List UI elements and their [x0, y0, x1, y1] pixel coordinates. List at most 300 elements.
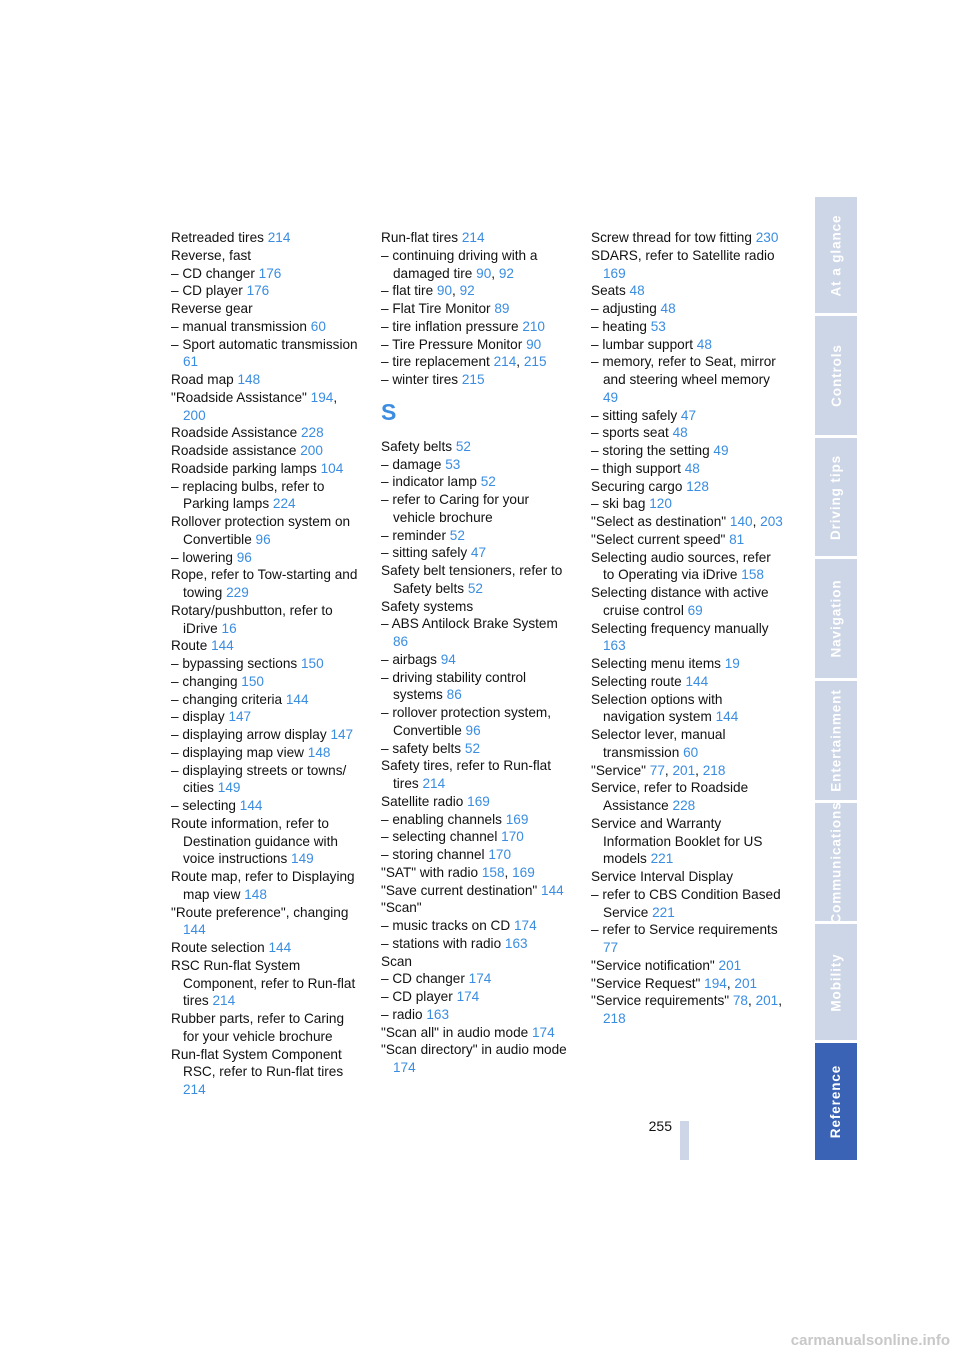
- index-entry: [171, 389, 363, 425]
- page-reference-link[interactable]: 81: [729, 531, 745, 547]
- index-entry: [381, 740, 573, 758]
- index-term: – displaying map view: [171, 744, 304, 760]
- page-reference-link[interactable]: 48: [696, 336, 712, 352]
- chapter-tab-driving-tips[interactable]: [815, 438, 857, 556]
- index-entry: [591, 424, 785, 442]
- index-entry: [591, 229, 785, 247]
- index-entry: [591, 620, 785, 656]
- index-term: – replacing bulbs, refer to Parking lamps: [171, 478, 325, 512]
- index-entry: [381, 917, 573, 935]
- index-term: Seats: [591, 283, 626, 299]
- page-reference-link[interactable]: 144: [541, 882, 564, 898]
- index-entry: [381, 651, 573, 669]
- index-column-2: [381, 229, 573, 1077]
- index-term: Roadside Assistance: [171, 425, 298, 441]
- index-entry: [171, 478, 363, 514]
- index-term: – ABS Antilock Brake System: [381, 616, 558, 632]
- page-reference-link[interactable]: 214: [267, 230, 291, 245]
- index-entry: [591, 460, 785, 478]
- index-entry: [591, 691, 785, 727]
- index-entry: [591, 868, 785, 886]
- page-reference-link[interactable]: 89: [494, 301, 510, 316]
- index-term: Safety belts: [381, 438, 453, 454]
- page-ref-separator: ,: [748, 993, 752, 1009]
- index-term: – CD player: [171, 283, 243, 299]
- index-entry: [381, 247, 573, 283]
- page-reference-link[interactable]: 96: [236, 549, 252, 565]
- index-entry: [591, 531, 785, 549]
- page-reference-link[interactable]: 48: [684, 460, 700, 476]
- page-reference-link[interactable]: 144: [268, 940, 292, 955]
- index-term: Selection options with navigation system: [591, 691, 723, 725]
- index-term: – changing criteria: [171, 691, 283, 707]
- index-entry: [381, 882, 573, 900]
- page-reference-link[interactable]: 194: [704, 975, 727, 991]
- index-entry: [591, 673, 785, 691]
- index-term: "Route preference", changing: [171, 904, 349, 920]
- page-reference-link[interactable]: 47: [680, 407, 697, 423]
- index-entry: [591, 495, 785, 513]
- index-term: – Tire Pressure Monitor: [381, 336, 523, 352]
- page-reference-link[interactable]: 144: [239, 798, 263, 813]
- page-reference-link[interactable]: 90: [436, 283, 453, 299]
- chapter-tab-reference[interactable]: [815, 1043, 857, 1160]
- index-term: Satellite radio: [381, 793, 464, 809]
- page-reference-link[interactable]: 60: [310, 318, 326, 334]
- index-term: – selecting: [171, 798, 236, 813]
- page-reference-link[interactable]: 201: [672, 762, 696, 778]
- index-term: "Save current destination": [381, 882, 538, 898]
- index-term: – CD player: [381, 989, 453, 1004]
- page-reference-link[interactable]: 229: [226, 585, 249, 600]
- index-term: – reminder: [381, 527, 446, 543]
- index-entry: [591, 318, 785, 336]
- page-reference-link[interactable]: 221: [650, 851, 674, 867]
- chapter-tab-label: Communications: [828, 800, 844, 924]
- index-column-3: [591, 229, 785, 1028]
- index-term: – safety belts: [381, 740, 462, 756]
- chapter-tab-communications[interactable]: [815, 800, 857, 924]
- index-entry: [171, 691, 363, 709]
- index-term: – driving stability control systems: [381, 669, 527, 703]
- chapter-tab-label: Entertainment: [828, 689, 844, 792]
- page-reference-link[interactable]: 228: [672, 798, 696, 813]
- index-entry: [381, 562, 573, 598]
- index-entry: [171, 300, 363, 318]
- index-entry: [381, 318, 573, 336]
- page-reference-link[interactable]: 48: [672, 425, 688, 441]
- page-reference-link[interactable]: 214: [493, 354, 517, 370]
- chapter-tab-label: Navigation: [828, 579, 844, 658]
- page-reference-link[interactable]: 169: [603, 265, 626, 281]
- page-reference-link[interactable]: 170: [501, 829, 524, 845]
- index-entry: [381, 300, 573, 318]
- page-reference-link[interactable]: 144: [715, 709, 739, 725]
- index-entry: [591, 992, 785, 1028]
- index-entry: [381, 828, 573, 846]
- index-term: Rotary/pushbutton, refer to iDrive: [171, 602, 333, 636]
- index-entry: [171, 318, 363, 336]
- page-reference-link[interactable]: 150: [300, 656, 324, 671]
- page-reference-link[interactable]: 201: [755, 993, 779, 1009]
- page-ref-separator: ,: [778, 993, 783, 1009]
- page-reference-link[interactable]: 194: [310, 389, 334, 405]
- index-term: Safety belt tensioners, refer to Safety belts: [381, 563, 563, 596]
- page-reference-link[interactable]: 174: [393, 1060, 416, 1075]
- page-reference-link[interactable]: 16: [221, 620, 237, 636]
- index-term: Securing cargo: [591, 478, 683, 494]
- index-term: "Roadside Assistance": [171, 389, 307, 405]
- index-term: – damage: [381, 456, 442, 472]
- index-term: – refer to Caring for your vehicle brochure: [381, 492, 530, 525]
- page-reference-link[interactable]: 215: [523, 354, 547, 370]
- index-entry: [171, 549, 363, 567]
- index-entry: [591, 975, 785, 993]
- page-reference-link[interactable]: 218: [603, 1011, 626, 1026]
- page-reference-link[interactable]: 174: [531, 1024, 555, 1040]
- index-term: – winter tires: [381, 372, 459, 387]
- index-term: – refer to CBS Condition Based Service: [591, 886, 781, 920]
- index-entry: [381, 491, 573, 527]
- index-term: – refer to Service requirements: [591, 922, 778, 938]
- index-term: Screw thread for tow fitting: [591, 230, 752, 245]
- index-term: Safety tires, refer to Run-flat tires: [381, 758, 551, 791]
- chapter-tab-entertainment[interactable]: [815, 681, 857, 800]
- chapter-tab-label: Controls: [828, 344, 844, 407]
- page-reference-link[interactable]: 144: [285, 691, 309, 707]
- index-term: "Service requirements": [591, 993, 730, 1009]
- page-reference-link[interactable]: 69: [687, 602, 703, 618]
- page-reference-link[interactable]: 96: [465, 722, 481, 738]
- index-entry: [591, 282, 785, 300]
- index-term: Selecting distance with active cruise control: [591, 585, 769, 618]
- page-reference-link[interactable]: 144: [211, 638, 234, 654]
- index-entry: [171, 726, 363, 744]
- page-reference-link[interactable]: 169: [467, 793, 490, 809]
- index-term: – manual transmission: [171, 318, 307, 334]
- index-entry: [171, 939, 363, 957]
- index-entry: [381, 282, 573, 300]
- index-term: Road map: [171, 372, 234, 387]
- page-reference-link[interactable]: 215: [461, 372, 485, 387]
- index-term: Service Interval Display: [591, 869, 734, 884]
- chapter-tab-label: Reference: [828, 1064, 844, 1139]
- page-reference-link[interactable]: 214: [422, 776, 446, 791]
- index-term: – memory, refer to Seat, mirror and steering wheel memory: [591, 354, 776, 387]
- index-entry: [381, 935, 573, 953]
- index-term: Service, refer to Roadside Assistance: [591, 780, 749, 813]
- page-reference-link[interactable]: 104: [320, 460, 344, 476]
- index-term: Run-flat tires: [381, 230, 459, 245]
- index-term: "Service Request": [591, 975, 701, 991]
- index-entry: [381, 669, 573, 705]
- index-entry: [381, 371, 573, 389]
- page-reference-link[interactable]: 90: [476, 265, 492, 281]
- index-entry: [591, 779, 785, 815]
- index-entry: [591, 442, 785, 460]
- page-reference-link[interactable]: 52: [449, 527, 465, 543]
- index-entry: [591, 921, 785, 957]
- index-entry: [171, 673, 363, 691]
- index-term: Route map, refer to Displaying map view: [171, 869, 355, 902]
- page-reference-link[interactable]: 144: [183, 922, 206, 938]
- index-entry: [381, 899, 573, 917]
- page-reference-link[interactable]: 228: [300, 425, 324, 441]
- page-reference-link[interactable]: 78: [732, 993, 748, 1009]
- page-reference-link[interactable]: 52: [467, 580, 483, 596]
- page-reference-link[interactable]: 169: [505, 811, 529, 827]
- page-reference-link[interactable]: 170: [488, 847, 512, 862]
- page-reference-link[interactable]: 94: [440, 651, 456, 667]
- index-entry: [171, 229, 363, 247]
- index-entry: [381, 757, 573, 793]
- page-reference-link[interactable]: 174: [513, 918, 537, 933]
- index-term: – display: [171, 709, 225, 725]
- page-reference-link[interactable]: 149: [217, 780, 241, 796]
- section-letter-heading: S: [381, 398, 397, 425]
- index-term: – displaying streets or towns/ cities: [171, 762, 347, 796]
- page-reference-link[interactable]: 147: [228, 709, 252, 725]
- index-term: Selecting audio sources, refer to Operating via iDrive: [591, 549, 771, 583]
- index-term: – flat tire: [381, 283, 434, 299]
- chapter-tab-controls[interactable]: [815, 316, 857, 435]
- page-reference-link[interactable]: 48: [629, 283, 645, 299]
- index-entry: [171, 797, 363, 815]
- page-ref-separator: ,: [491, 265, 496, 281]
- page-reference-link[interactable]: 90: [526, 336, 542, 352]
- index-entry: [171, 708, 363, 726]
- page-reference-link[interactable]: 214: [461, 230, 485, 245]
- index-term: – sitting safely: [381, 545, 468, 561]
- chapter-tab-mobility[interactable]: [815, 924, 857, 1040]
- page-ref-separator: ,: [452, 283, 456, 299]
- page-reference-link[interactable]: 221: [652, 904, 675, 920]
- page-reference-link[interactable]: 147: [330, 727, 354, 742]
- index-entry: [381, 846, 573, 864]
- page-reference-link[interactable]: 53: [445, 456, 461, 472]
- page-reference-link[interactable]: 19: [724, 656, 740, 671]
- index-entry: [171, 744, 363, 762]
- page-reference-link[interactable]: 49: [713, 443, 729, 458]
- index-entry: [381, 598, 573, 616]
- index-term: "SAT" with radio: [381, 864, 479, 880]
- index-entry: [171, 460, 363, 478]
- index-entry: [171, 247, 363, 265]
- page-reference-link[interactable]: 200: [300, 443, 323, 458]
- page-reference-link[interactable]: 77: [603, 940, 619, 955]
- index-entry: [381, 1006, 573, 1024]
- page-reference-link[interactable]: 86: [393, 634, 409, 649]
- index-term: Route information, refer to Destination guidance with voice instructions: [171, 815, 338, 867]
- index-term: Service and Warranty Information Booklet for US models: [591, 815, 763, 867]
- index-entry: [171, 655, 363, 673]
- page-reference-link[interactable]: 52: [480, 474, 496, 490]
- page-reference-link[interactable]: 218: [702, 762, 726, 778]
- index-term: – heating: [591, 318, 647, 334]
- index-entry: [171, 265, 363, 283]
- page-reference-link[interactable]: 201: [734, 975, 758, 991]
- index-term: – continuing driving with a damaged tire: [381, 247, 538, 281]
- page-reference-link[interactable]: 176: [258, 265, 282, 281]
- page-reference-link[interactable]: 52: [455, 438, 471, 454]
- chapter-tab-navigation[interactable]: [815, 559, 857, 678]
- page-number-bar: [680, 1121, 689, 1160]
- chapter-tab-label: At a glance: [828, 214, 844, 296]
- index-term: – thigh support: [591, 460, 681, 476]
- page-ref-separator: ,: [726, 975, 731, 991]
- index-entry: [171, 336, 363, 372]
- page-reference-link[interactable]: 120: [649, 496, 672, 512]
- page-ref-separator: ,: [516, 354, 521, 370]
- chapter-tab-label: Mobility: [828, 952, 844, 1012]
- index-entry: [591, 655, 785, 673]
- page-ref-separator: ,: [752, 514, 757, 529]
- index-term: – tire replacement: [381, 354, 490, 370]
- index-entry: [171, 513, 363, 549]
- page-reference-link[interactable]: 163: [426, 1006, 450, 1022]
- index-entry: [171, 868, 363, 904]
- index-term: Rubber parts, refer to Caring for your vehicle brochure: [171, 1011, 345, 1044]
- page-reference-link[interactable]: 148: [307, 744, 331, 760]
- index-entry: [381, 229, 573, 247]
- index-entry: [171, 1010, 363, 1046]
- index-entry: [171, 957, 363, 1010]
- page-reference-link[interactable]: 210: [522, 318, 545, 334]
- index-term: – music tracks on CD: [381, 918, 511, 933]
- index-entry: [381, 527, 573, 545]
- index-entry: [591, 726, 785, 762]
- index-term: – lowering: [171, 549, 233, 565]
- page-ref-separator: ,: [664, 762, 669, 778]
- index-entry: [381, 438, 573, 456]
- index-term: Selecting menu items: [591, 656, 721, 671]
- index-entry: [591, 549, 785, 585]
- index-column-1: [171, 229, 363, 1099]
- index-term: Reverse, fast: [171, 247, 252, 263]
- page-reference-link[interactable]: 203: [760, 514, 783, 529]
- page-reference-link[interactable]: 86: [446, 687, 462, 703]
- page-reference-link[interactable]: 53: [650, 318, 666, 334]
- index-term: – enabling channels: [381, 811, 502, 827]
- index-entry: [171, 282, 363, 300]
- index-entry: [591, 513, 785, 531]
- page-reference-link[interactable]: 174: [468, 971, 492, 987]
- index-term: Selecting route: [591, 673, 682, 689]
- page-reference-link[interactable]: 128: [686, 478, 709, 494]
- index-term: Roadside parking lamps: [171, 460, 317, 476]
- page-reference-link[interactable]: 163: [603, 638, 626, 654]
- index-term: – storing channel: [381, 847, 485, 862]
- index-term: Run-flat System Component RSC, refer to Run-flat tires: [171, 1046, 344, 1080]
- index-term: "Service": [591, 762, 646, 778]
- index-entry: [171, 904, 363, 940]
- index-term: – selecting channel: [381, 829, 498, 845]
- index-entry: [381, 793, 573, 811]
- index-entry: [171, 602, 363, 638]
- index-term: – Sport automatic transmission: [171, 336, 358, 352]
- index-entry: [171, 566, 363, 602]
- page-reference-link[interactable]: 92: [498, 265, 514, 281]
- page-reference-link[interactable]: 96: [255, 531, 271, 547]
- page-reference-link[interactable]: 144: [685, 673, 709, 689]
- page-reference-link[interactable]: 47: [470, 545, 487, 561]
- index-entry: [381, 615, 573, 651]
- page-reference-link[interactable]: 48: [660, 301, 676, 316]
- page-reference-link[interactable]: 148: [244, 886, 267, 902]
- index-entry: [591, 584, 785, 620]
- page-reference-link[interactable]: 214: [212, 993, 236, 1009]
- page-reference-link[interactable]: 224: [272, 496, 296, 512]
- index-term: – sitting safely: [591, 407, 678, 423]
- page-reference-link[interactable]: 163: [504, 935, 528, 951]
- page-reference-link[interactable]: 60: [683, 744, 699, 760]
- page-reference-link[interactable]: 140: [729, 514, 753, 529]
- chapter-tab-at-a-glance[interactable]: [815, 197, 857, 313]
- index-term: – storing the setting: [591, 443, 710, 458]
- index-entry: [591, 957, 785, 975]
- index-term: Safety systems: [381, 598, 474, 614]
- index-term: SDARS, refer to Satellite radio: [591, 247, 775, 263]
- index-term: – radio: [381, 1006, 423, 1022]
- page-reference-link[interactable]: 174: [456, 989, 480, 1004]
- page-reference-link[interactable]: 77: [649, 762, 665, 778]
- index-entry: [381, 336, 573, 354]
- index-entry: [381, 811, 573, 829]
- page-reference-link[interactable]: 200: [183, 407, 206, 423]
- page-reference-link[interactable]: 52: [464, 740, 481, 756]
- index-term: – sports seat: [591, 425, 669, 441]
- index-term: Route selection: [171, 940, 265, 955]
- index-term: Selector lever, manual transmission: [591, 727, 726, 760]
- page-reference-link[interactable]: 92: [459, 283, 475, 299]
- page-reference-link[interactable]: 176: [246, 283, 270, 299]
- index-term: RSC Run-flat System Component, refer to Run-flat tires: [171, 957, 356, 1009]
- page-reference-link[interactable]: 149: [291, 851, 314, 867]
- index-term: – lumbar support: [591, 336, 694, 352]
- index-term: – tire inflation pressure: [381, 318, 519, 334]
- page-reference-link[interactable]: 150: [241, 673, 264, 689]
- index-entry: [591, 407, 785, 425]
- index-term: – airbags: [381, 651, 437, 667]
- page-reference-link[interactable]: 169: [512, 864, 535, 880]
- index-entry: [591, 815, 785, 868]
- page-reference-link[interactable]: 61: [183, 354, 199, 370]
- page-reference-link[interactable]: 214: [183, 1082, 206, 1097]
- index-term: "Select as destination": [591, 514, 727, 529]
- index-entry: [591, 247, 785, 283]
- page-reference-link[interactable]: 158: [741, 567, 764, 583]
- page-reference-link[interactable]: 230: [755, 230, 779, 245]
- index-entry: [381, 953, 573, 971]
- page-ref-separator: ,: [695, 762, 699, 778]
- watermark: carmanualsonline.info: [790, 1332, 950, 1349]
- index-term: – indicator lamp: [381, 474, 477, 490]
- index-entry: [171, 442, 363, 460]
- index-entry: [381, 544, 573, 562]
- page-reference-link[interactable]: 49: [603, 389, 619, 405]
- page-ref-separator: ,: [504, 864, 509, 880]
- index-entry: [591, 478, 785, 496]
- index-term: – changing: [171, 673, 238, 689]
- index-entry: [171, 762, 363, 798]
- page-reference-link[interactable]: 201: [718, 957, 742, 973]
- index-entry: [171, 815, 363, 868]
- index-term: Reverse gear: [171, 301, 253, 316]
- page-reference-link[interactable]: 158: [481, 864, 505, 880]
- index-term: "Select current speed": [591, 531, 726, 547]
- index-entry: [381, 1041, 573, 1077]
- page-reference-link[interactable]: 148: [237, 372, 261, 387]
